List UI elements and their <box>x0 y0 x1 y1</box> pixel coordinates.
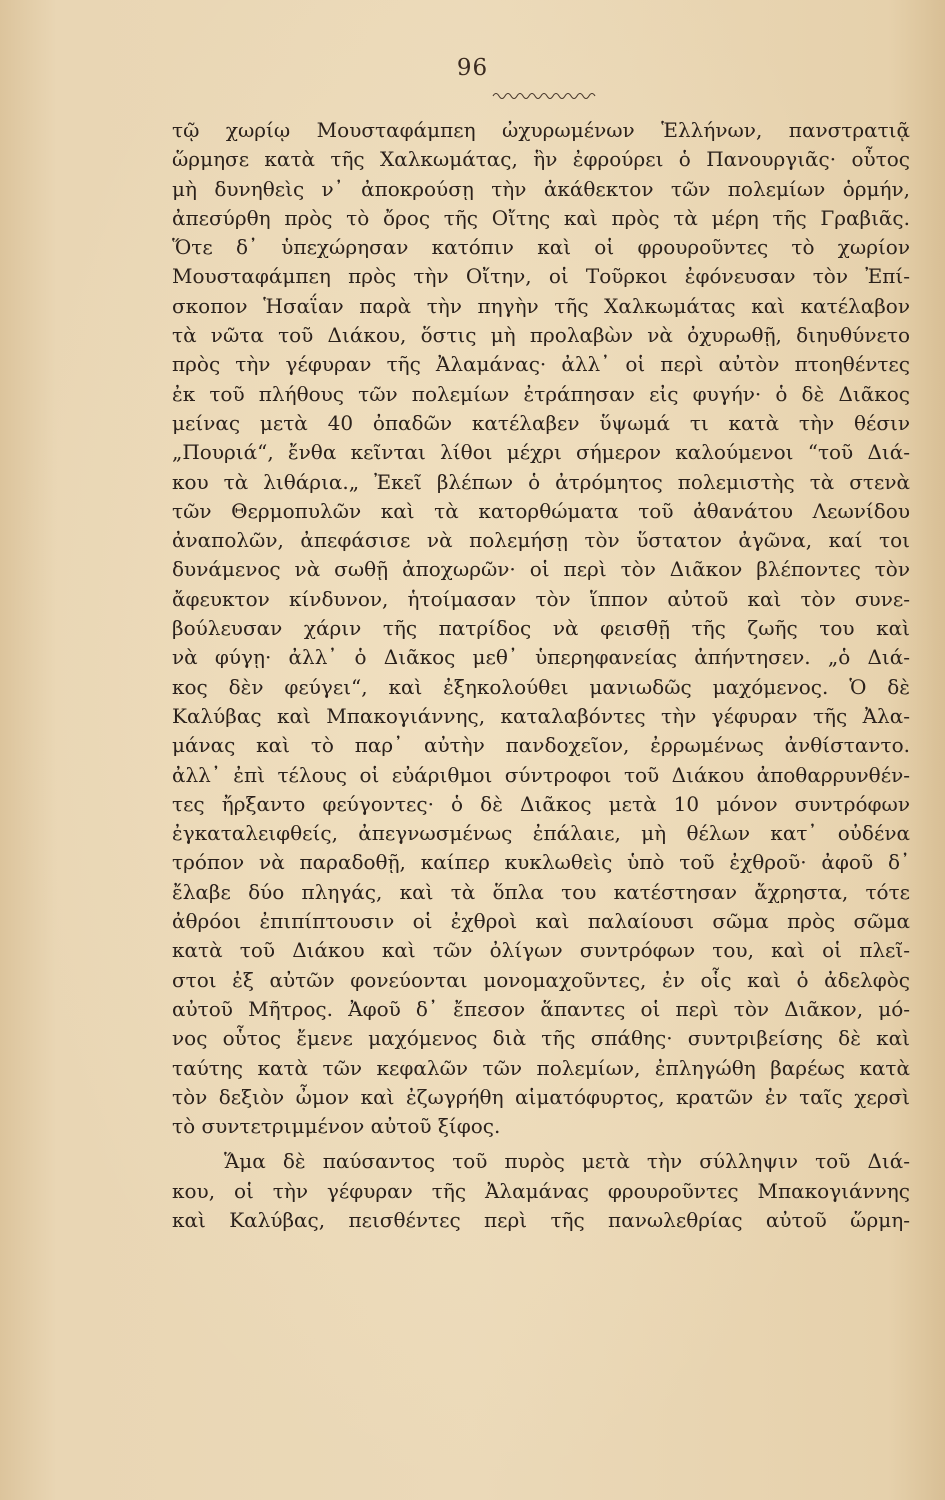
text-line: ἄφευκτον κίνδυνον, ἡτοίμασαν τὸν ἵππον αὐτοῦ καὶ τὸν συνε- <box>172 586 910 611</box>
text-line: Ἅμα δὲ παύσαντος τοῦ πυρὸς μετὰ τὴν σύλληψιν τοῦ Διά- <box>224 1149 910 1174</box>
text-line: βούλευσαν χάριν τῆς πατρίδος νὰ φεισθῇ τῆς ζωῆς του καὶ <box>172 616 910 641</box>
text-line: τὸ συντετριμμένον αὐτοῦ ξίφος. <box>172 1114 501 1139</box>
text-line: ταύτης κατὰ τῶν κεφαλῶν τῶν πολεμίων, ἐπληγώθη βαρέως κατὰ <box>172 1055 910 1080</box>
text-line: ἀθρόοι ἐπιπίπτουσιν οἱ ἐχθροὶ καὶ παλαίουσι σῶμα πρὸς σῶμα <box>172 909 910 934</box>
text-line: αὐτοῦ Μῆτρος. Ἀφοῦ δ᾽ ἔπεσον ἅπαντες οἱ περὶ τὸν Διᾶκον, μό- <box>172 996 910 1021</box>
text-line: ἀλλ᾽ ἐπὶ τέλους οἱ εὐάριθμοι σύντροφοι τοῦ Διάκου ἀποθαρρυνθέν- <box>172 762 910 787</box>
text-line: κου τὰ λιθάρια.„ Ἐκεῖ βλέπων ὁ ἀτρόμητος πολεμιστὴς τὰ στενὰ <box>172 469 910 494</box>
text-line: ἔλαβε δύο πληγάς, καὶ τὰ ὅπλα του κατέστησαν ἄχρηστα, τότε <box>172 879 910 904</box>
text-line: καὶ Καλύβας, πεισθέντες περὶ τῆς πανωλεθρίας αὐτοῦ ὥρμη- <box>172 1207 910 1232</box>
text-line: ὥρμησε κατὰ τῆς Χαλκωμάτας, ἣν ἐφρούρει ὁ Πανουργιᾶς· οὗτος <box>172 147 910 172</box>
text-line: Μουσταφάμπεη πρὸς τὴν Οἴτην, οἱ Τοῦρκοι ἐφόνευσαν τὸν Ἐπί- <box>172 264 910 289</box>
text-line: κου, οἱ τὴν γέφυραν τῆς Ἀλαμάνας φρουροῦντες Μπακογιάννης <box>172 1178 910 1203</box>
text-line: στοι ἐξ αὐτῶν φονεύονται μονομαχοῦντες, ἐν οἷς καὶ ὁ ἀδελφὸς <box>172 967 910 992</box>
body-text <box>172 116 910 1235</box>
text-line: μάνας καὶ τὸ παρ᾽ αὐτὴν πανδοχεῖον, ἐρρωμένως ἀνθίσταντο. <box>172 733 910 758</box>
text-line: τὰ νῶτα τοῦ Διάκου, ὅστις μὴ προλαβὼν νὰ ὀχυρωθῇ, διηυθύνετο <box>172 323 910 348</box>
text-line: τῷ χωρίῳ Μουσταφάμπεη ὠχυρωμένων Ἑλλήνων, πανστρατιᾷ <box>172 118 910 142</box>
text-line: „Πουριά“, ἔνθα κεῖνται λίθοι μέχρι σήμερον καλούμενοι “τοῦ Διά- <box>172 440 910 465</box>
text-line: μείνας μετὰ 40 ὀπαδῶν κατέλαβεν ὕψωμά τι κατὰ τὴν θέσιν <box>172 410 910 435</box>
text-line: Καλύβας καὶ Μπακογιάννης, καταλαβόντες τὴν γέφυραν τῆς Ἀλα- <box>172 703 910 728</box>
text-line: νὰ φύγῃ· ἀλλ᾽ ὁ Διᾶκος μεθ᾽ ὑπερηφανείας ἀπήντησεν. „ὁ Διά- <box>172 645 910 670</box>
text-line: κατὰ τοῦ Διάκου καὶ τῶν ὀλίγων συντρόφων του, καὶ οἱ πλεῖ- <box>172 938 910 963</box>
page-number: 96 <box>456 55 489 81</box>
text-line: μὴ δυνηθεὶς ν᾽ ἀποκρούσῃ τὴν ἀκάθεκτον τῶν πολεμίων ὁρμήν, <box>172 176 910 201</box>
text-line: τες ἤρξαντο φεύγοντες· ὁ δὲ Διᾶκος μετὰ 10 μόνον συντρόφων <box>172 791 910 816</box>
text-line: τὸν δεξιὸν ὦμον καὶ ἐζωγρήθη αἱματόφυρτος, κρατῶν ἐν ταῖς χερσὶ <box>172 1084 910 1109</box>
text-line: ἀναπολῶν, ἀπεφάσισε νὰ πολεμήσῃ τὸν ὕστατον ἀγῶνα, καί τοι <box>172 528 910 553</box>
text-line: ἐγκαταλειφθείς, ἀπεγνωσμένως ἐπάλαιε, μὴ θέλων κατ᾽ οὐδένα <box>172 821 910 846</box>
text-line: Ὅτε δ᾽ ὑπεχώρησαν κατόπιν καὶ οἱ φρουροῦντες τὸ χωρίον <box>172 235 910 260</box>
text-line: τῶν Θερμοπυλῶν καὶ τὰ κατορθώματα τοῦ ἀθανάτου Λεωνίδου <box>172 498 910 523</box>
text-line: κος δὲν φεύγει“, καὶ ἐξηκολούθει μανιωδῶς μαχόμενος. Ὁ δὲ <box>172 674 910 699</box>
wavy-rule-ornament <box>492 90 598 102</box>
text-line: τρόπον νὰ παραδοθῇ, καίπερ κυκλωθεὶς ὑπὸ τοῦ ἐχθροῦ· ἀφοῦ δ᾽ <box>172 850 910 875</box>
text-line: ἀπεσύρθη πρὸς τὸ ὄρος τῆς Οἴτης καὶ πρὸς τὰ μέρη τῆς Γραβιᾶς. <box>172 205 910 230</box>
text-line: ἐκ τοῦ πλήθους τῶν πολεμίων ἐτράπησαν εἰς φυγήν· ὁ δὲ Διᾶκος <box>172 381 910 406</box>
text-line: σκοπον Ἡσαΐαν παρὰ τὴν πηγὴν τῆς Χαλκωμάτας καὶ κατέλαβον <box>172 293 910 318</box>
text-line: πρὸς τὴν γέφυραν τῆς Ἀλαμάνας· ἀλλ᾽ οἱ περὶ αὐτὸν πτοηθέντες <box>172 352 910 377</box>
text-line: νος οὗτος ἔμενε μαχόμενος διὰ τῆς σπάθης· συντριβείσης δὲ καὶ <box>172 1026 910 1051</box>
text-line: δυνάμενος νὰ σωθῇ ἀποχωρῶν· οἱ περὶ τὸν Διᾶκον βλέποντες τὸν <box>172 557 910 582</box>
